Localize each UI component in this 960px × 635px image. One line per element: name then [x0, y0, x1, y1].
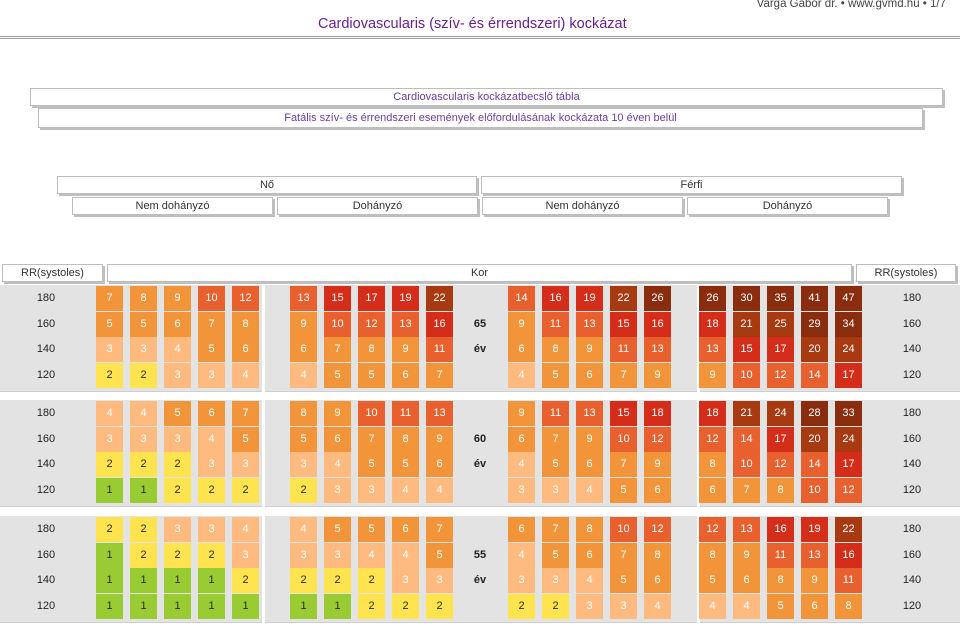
risk-cell: 20	[801, 427, 828, 452]
risk-cell: 3	[324, 478, 351, 503]
risk-cell: 1	[130, 478, 157, 503]
risk-cell: 8	[699, 543, 726, 568]
risk-cell: 3	[164, 427, 191, 452]
risk-cell: 16	[835, 543, 862, 568]
risk-cell: 3	[508, 568, 535, 593]
risk-cell: 6	[426, 452, 453, 477]
risk-cell: 3	[290, 452, 317, 477]
risk-cell: 2	[164, 478, 191, 503]
risk-cell: 13	[392, 312, 419, 337]
risk-cell: 4	[290, 363, 317, 388]
age-unit: év	[473, 343, 487, 355]
rr-value-right: 180	[902, 292, 922, 304]
risk-cell: 22	[835, 517, 862, 542]
age-value: 65	[473, 317, 487, 330]
risk-cell: 4	[426, 478, 453, 503]
risk-cell: 17	[767, 427, 794, 452]
rr-value-left: 140	[36, 343, 56, 355]
risk-cell: 12	[232, 286, 259, 311]
rr-value-right: 140	[902, 574, 922, 586]
risk-cell: 6	[508, 337, 535, 362]
risk-cell: 1	[96, 478, 123, 503]
risk-cell: 13	[290, 286, 317, 311]
risk-cell: 14	[508, 286, 535, 311]
risk-cell: 9	[644, 452, 671, 477]
sex-female-header: Nő	[57, 176, 477, 194]
risk-cell: 2	[164, 452, 191, 477]
risk-cell: 9	[324, 401, 351, 426]
risk-cell: 5	[392, 452, 419, 477]
risk-cell: 17	[835, 452, 862, 477]
risk-cell: 8	[644, 543, 671, 568]
risk-cell: 2	[96, 363, 123, 388]
risk-cell: 12	[699, 427, 726, 452]
risk-cell: 8	[576, 517, 603, 542]
sex-male-header: Férfi	[481, 176, 902, 194]
risk-cell: 8	[358, 337, 385, 362]
risk-cell: 6	[644, 568, 671, 593]
risk-cell: 3	[130, 427, 157, 452]
risk-cell: 17	[835, 363, 862, 388]
rr-value-right: 140	[902, 458, 922, 470]
risk-cell: 14	[801, 363, 828, 388]
risk-cell: 9	[576, 337, 603, 362]
risk-cell: 1	[290, 594, 317, 619]
risk-cell: 5	[542, 363, 569, 388]
risk-cell: 10	[610, 427, 637, 452]
separator	[262, 285, 265, 625]
risk-cell: 4	[358, 543, 385, 568]
risk-cell: 11	[426, 337, 453, 362]
risk-cell: 41	[801, 286, 828, 311]
risk-cell: 13	[699, 337, 726, 362]
female-smoker-header: Dohányzó	[277, 197, 478, 215]
risk-cell: 3	[542, 568, 569, 593]
risk-cell: 28	[801, 401, 828, 426]
risk-cell: 5	[542, 543, 569, 568]
risk-cell: 3	[232, 543, 259, 568]
risk-cell: 9	[733, 543, 760, 568]
rr-value-right: 120	[902, 599, 922, 612]
rr-value-left: 180	[36, 523, 56, 535]
risk-cell: 6	[733, 568, 760, 593]
rr-value-right: 160	[902, 432, 922, 445]
male-nonsmoker-header: Nem dohányzó	[482, 197, 683, 215]
risk-cell: 26	[699, 286, 726, 311]
risk-cell: 8	[232, 312, 259, 337]
rr-right-header: RR(systoles)	[856, 264, 956, 282]
risk-cell: 22	[426, 286, 453, 311]
risk-cell: 2	[130, 363, 157, 388]
risk-cell: 5	[610, 478, 637, 503]
risk-cell: 3	[198, 363, 225, 388]
risk-cell: 2	[508, 594, 535, 619]
risk-cell: 1	[164, 594, 191, 619]
risk-cell: 4	[508, 452, 535, 477]
risk-cell: 7	[426, 517, 453, 542]
risk-cell: 2	[96, 517, 123, 542]
risk-cell: 9	[164, 286, 191, 311]
risk-cell: 10	[801, 478, 828, 503]
risk-cell: 2	[542, 594, 569, 619]
table-title: Cardiovascularis kockázatbecslő tábla	[30, 88, 943, 106]
risk-cell: 3	[542, 478, 569, 503]
risk-cell: 4	[644, 594, 671, 619]
risk-cell: 2	[426, 594, 453, 619]
risk-cell: 22	[610, 286, 637, 311]
risk-cell: 3	[198, 452, 225, 477]
risk-cell: 11	[610, 337, 637, 362]
risk-cell: 3	[324, 543, 351, 568]
risk-cell: 19	[801, 517, 828, 542]
risk-cell: 6	[644, 478, 671, 503]
risk-cell: 3	[232, 452, 259, 477]
risk-cell: 30	[733, 286, 760, 311]
risk-cell: 15	[610, 401, 637, 426]
risk-cell: 17	[767, 337, 794, 362]
risk-cell: 13	[801, 543, 828, 568]
risk-cell: 9	[508, 312, 535, 337]
risk-cell: 1	[232, 594, 259, 619]
risk-cell: 2	[392, 594, 419, 619]
risk-cell: 4	[699, 594, 726, 619]
risk-cell: 15	[610, 312, 637, 337]
risk-cell: 24	[767, 401, 794, 426]
risk-cell: 2	[290, 568, 317, 593]
risk-cell: 8	[392, 427, 419, 452]
risk-cell: 5	[358, 363, 385, 388]
risk-cell: 16	[542, 286, 569, 311]
risk-cell: 10	[198, 286, 225, 311]
risk-cell: 3	[164, 363, 191, 388]
risk-cell: 3	[392, 568, 419, 593]
risk-cell: 5	[96, 312, 123, 337]
risk-cell: 6	[324, 427, 351, 452]
risk-cell: 4	[576, 568, 603, 593]
risk-cell: 8	[542, 337, 569, 362]
risk-cell: 15	[324, 286, 351, 311]
rr-value-right: 140	[902, 343, 922, 355]
risk-cell: 5	[610, 568, 637, 593]
risk-cell: 3	[130, 337, 157, 362]
risk-cell: 5	[358, 517, 385, 542]
risk-cell: 2	[130, 517, 157, 542]
risk-cell: 1	[164, 568, 191, 593]
age-value: 60	[473, 432, 487, 445]
risk-cell: 12	[835, 478, 862, 503]
risk-cell: 6	[198, 401, 225, 426]
risk-cell: 4	[392, 543, 419, 568]
risk-cell: 11	[767, 543, 794, 568]
risk-cell: 5	[324, 363, 351, 388]
risk-cell: 2	[232, 478, 259, 503]
risk-cell: 20	[801, 337, 828, 362]
risk-cell: 24	[835, 337, 862, 362]
risk-cell: 26	[644, 286, 671, 311]
risk-cell: 16	[426, 312, 453, 337]
risk-cell: 7	[198, 312, 225, 337]
risk-cell: 5	[426, 543, 453, 568]
risk-cell: 1	[130, 568, 157, 593]
risk-cell: 9	[392, 337, 419, 362]
risk-cell: 13	[426, 401, 453, 426]
risk-cell: 34	[835, 312, 862, 337]
risk-cell: 6	[508, 517, 535, 542]
risk-cell: 9	[699, 363, 726, 388]
risk-cell: 12	[767, 452, 794, 477]
risk-cell: 1	[96, 568, 123, 593]
risk-cell: 4	[733, 594, 760, 619]
risk-cell: 3	[576, 594, 603, 619]
risk-cell: 2	[198, 478, 225, 503]
risk-cell: 15	[733, 337, 760, 362]
risk-cell: 11	[542, 401, 569, 426]
risk-cell: 18	[644, 401, 671, 426]
risk-cell: 2	[198, 543, 225, 568]
risk-cell: 7	[324, 337, 351, 362]
risk-cell: 9	[508, 401, 535, 426]
risk-cell: 4	[392, 478, 419, 503]
risk-cell: 2	[232, 568, 259, 593]
risk-cell: 1	[96, 543, 123, 568]
rr-value-right: 120	[902, 368, 922, 381]
rr-value-right: 120	[902, 483, 922, 496]
risk-cell: 6	[576, 543, 603, 568]
risk-cell: 13	[733, 517, 760, 542]
risk-cell: 4	[508, 363, 535, 388]
rr-value-right: 180	[902, 523, 922, 535]
rr-value-left: 140	[36, 458, 56, 470]
risk-cell: 5	[130, 312, 157, 337]
risk-cell: 4	[164, 337, 191, 362]
risk-cell: 4	[96, 401, 123, 426]
risk-cell: 6	[699, 478, 726, 503]
risk-cell: 2	[96, 452, 123, 477]
risk-cell: 7	[610, 363, 637, 388]
risk-cell: 5	[290, 427, 317, 452]
male-smoker-header: Dohányzó	[687, 197, 888, 215]
risk-cell: 1	[198, 594, 225, 619]
rr-value-left: 120	[36, 368, 56, 381]
risk-cell: 12	[644, 427, 671, 452]
risk-cell: 11	[835, 568, 862, 593]
risk-cell: 9	[644, 363, 671, 388]
risk-cell: 7	[610, 543, 637, 568]
risk-cell: 13	[644, 337, 671, 362]
rr-value-left: 120	[36, 483, 56, 496]
risk-cell: 7	[96, 286, 123, 311]
risk-cell: 4	[290, 517, 317, 542]
risk-cell: 3	[96, 337, 123, 362]
risk-cell: 2	[164, 543, 191, 568]
table-subtitle: Fatális szív- és érrendszeri események előfordulásának kockázata 10 éven belül	[38, 108, 923, 128]
risk-cell: 2	[358, 594, 385, 619]
risk-cell: 12	[358, 312, 385, 337]
risk-cell: 7	[733, 478, 760, 503]
risk-cell: 18	[699, 401, 726, 426]
age-unit: év	[473, 574, 487, 586]
risk-cell: 4	[324, 452, 351, 477]
risk-cell: 9	[576, 427, 603, 452]
risk-cell: 14	[801, 452, 828, 477]
rr-value-left: 160	[36, 548, 56, 561]
risk-cell: 5	[542, 452, 569, 477]
risk-cell: 9	[290, 312, 317, 337]
risk-cell: 1	[198, 568, 225, 593]
risk-cell: 25	[767, 312, 794, 337]
risk-cell: 33	[835, 401, 862, 426]
risk-cell: 5	[358, 452, 385, 477]
risk-cell: 8	[130, 286, 157, 311]
risk-cell: 35	[767, 286, 794, 311]
risk-cell: 3	[426, 568, 453, 593]
risk-cell: 7	[232, 401, 259, 426]
rr-left-header: RR(systoles)	[2, 264, 103, 282]
risk-cell: 6	[392, 517, 419, 542]
risk-cell: 4	[232, 517, 259, 542]
risk-cell: 10	[733, 452, 760, 477]
risk-cell: 8	[767, 568, 794, 593]
risk-cell: 16	[767, 517, 794, 542]
risk-cell: 10	[610, 517, 637, 542]
risk-cell: 1	[96, 594, 123, 619]
risk-cell: 5	[164, 401, 191, 426]
risk-cell: 4	[198, 427, 225, 452]
rr-value-left: 180	[36, 407, 56, 419]
risk-cell: 7	[542, 517, 569, 542]
risk-cell: 8	[835, 594, 862, 619]
risk-cell: 10	[733, 363, 760, 388]
risk-cell: 3	[198, 517, 225, 542]
risk-cell: 6	[290, 337, 317, 362]
risk-cell: 3	[610, 594, 637, 619]
risk-cell: 19	[392, 286, 419, 311]
risk-cell: 9	[801, 568, 828, 593]
risk-cell: 4	[576, 478, 603, 503]
rr-value-left: 120	[36, 599, 56, 612]
risk-cell: 6	[508, 427, 535, 452]
risk-cell: 13	[576, 401, 603, 426]
risk-cell: 5	[324, 517, 351, 542]
risk-cell: 5	[198, 337, 225, 362]
rr-value-left: 140	[36, 574, 56, 586]
risk-cell: 3	[508, 478, 535, 503]
risk-cell: 2	[324, 568, 351, 593]
risk-cell: 21	[733, 401, 760, 426]
age-unit: év	[473, 458, 487, 470]
risk-cell: 8	[699, 452, 726, 477]
risk-cell: 2	[130, 543, 157, 568]
risk-cell: 24	[835, 427, 862, 452]
risk-cell: 12	[767, 363, 794, 388]
risk-cell: 7	[610, 452, 637, 477]
risk-cell: 3	[290, 543, 317, 568]
rr-value-left: 180	[36, 292, 56, 304]
risk-cell: 13	[576, 312, 603, 337]
risk-cell: 5	[767, 594, 794, 619]
rr-value-left: 160	[36, 432, 56, 445]
risk-cell: 5	[699, 568, 726, 593]
risk-cell: 7	[426, 363, 453, 388]
age-value: 55	[473, 548, 487, 561]
risk-cell: 10	[358, 401, 385, 426]
risk-cell: 3	[96, 427, 123, 452]
risk-cell: 4	[232, 363, 259, 388]
risk-cell: 2	[290, 478, 317, 503]
risk-cell: 4	[508, 543, 535, 568]
risk-cell: 12	[644, 517, 671, 542]
risk-cell: 6	[801, 594, 828, 619]
risk-cell: 14	[733, 427, 760, 452]
risk-cell: 2	[358, 568, 385, 593]
rr-value-right: 160	[902, 317, 922, 330]
risk-cell: 21	[733, 312, 760, 337]
risk-cell: 6	[576, 363, 603, 388]
risk-cell: 8	[290, 401, 317, 426]
rr-value-left: 160	[36, 317, 56, 330]
risk-cell: 3	[164, 517, 191, 542]
risk-cell: 18	[699, 312, 726, 337]
rr-value-right: 160	[902, 548, 922, 561]
risk-cell: 11	[542, 312, 569, 337]
risk-cell: 11	[392, 401, 419, 426]
risk-cell: 9	[426, 427, 453, 452]
risk-cell: 8	[767, 478, 794, 503]
risk-cell: 1	[324, 594, 351, 619]
risk-cell: 17	[358, 286, 385, 311]
risk-cell: 6	[576, 452, 603, 477]
page-title: Cardiovascularis (szív- és érrendszeri) kockázat	[318, 16, 627, 32]
risk-cell: 4	[130, 401, 157, 426]
risk-cell: 12	[699, 517, 726, 542]
risk-cell: 29	[801, 312, 828, 337]
risk-cell: 16	[644, 312, 671, 337]
age-header: Kor	[107, 264, 852, 282]
risk-cell: 7	[542, 427, 569, 452]
risk-cell: 2	[130, 452, 157, 477]
page-meta: Varga Gábor dr. • www.gvmd.hu • 1/7	[756, 0, 946, 10]
risk-cell: 6	[392, 363, 419, 388]
female-nonsmoker-header: Nem dohányzó	[72, 197, 273, 215]
risk-cell: 6	[232, 337, 259, 362]
risk-cell: 47	[835, 286, 862, 311]
risk-cell: 7	[358, 427, 385, 452]
risk-cell: 3	[358, 478, 385, 503]
risk-cell: 19	[576, 286, 603, 311]
risk-cell: 5	[232, 427, 259, 452]
rr-value-right: 180	[902, 407, 922, 419]
risk-cell: 10	[324, 312, 351, 337]
risk-cell: 1	[130, 594, 157, 619]
risk-cell: 6	[164, 312, 191, 337]
